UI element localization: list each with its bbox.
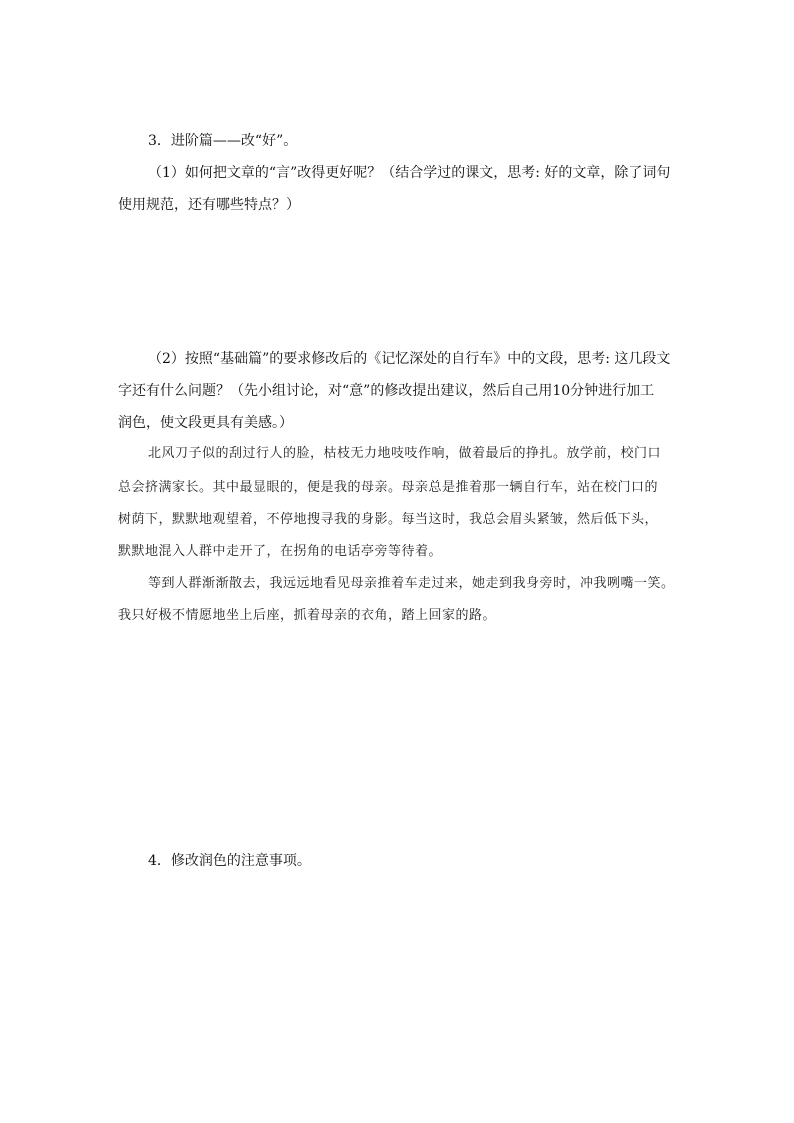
question-1-line-2: 使用规范，还有哪些特点？） bbox=[118, 197, 300, 213]
passage-paragraph-2-line-2: 我只好极不情愿地坐上后座，抓着母亲的衣角，踏上回家的路。 bbox=[118, 608, 497, 623]
question-1-line-1: （1）如何把文章的“言”改得更好呢？（结合学过的课文，思考: 好的文章，除了词句 bbox=[148, 165, 671, 181]
question-2-line-2: 字还有什么问题？（先小组讨论，对“意”的修改提出建议，然后自己用10分钟进行加工 bbox=[118, 383, 655, 399]
passage-paragraph-2-line-1: 等到人群渐渐散去，我远远地看见母亲推着车走过来，她走到我身旁时，冲我咧嘴一笑。 bbox=[148, 576, 675, 591]
passage-paragraph-1-line-4: 默默地混入人群中走开了，在拐角的电话亭旁等待着。 bbox=[118, 544, 443, 559]
passage-paragraph-1-line-2: 总会挤满家长。其中最显眼的，便是我的母亲。母亲总是推着那一辆自行车，站在校门口的 bbox=[118, 480, 659, 495]
question-2-line-3: 润色，使文段更具有美感。） bbox=[118, 415, 293, 431]
question-2-line-1: （2）按照“基础篇”的要求修改后的《记忆深处的自行车》中的文段，思考: 这几段文 bbox=[148, 351, 671, 367]
passage-paragraph-1-line-1: 北风刀子似的刮过行人的脸，枯枝无力地吱吱作响，做着最后的挣扎。放学前，校门口 bbox=[148, 446, 662, 461]
section-3-heading: 3．进阶篇——改“好”。 bbox=[148, 133, 298, 149]
passage-paragraph-1-line-3: 树荫下，默默地观望着，不停地搜寻我的身影。每当这时，我总会眉头紧皱，然后低下头， bbox=[118, 512, 659, 527]
section-4-heading: 4．修改润色的注意事项。 bbox=[148, 853, 311, 869]
